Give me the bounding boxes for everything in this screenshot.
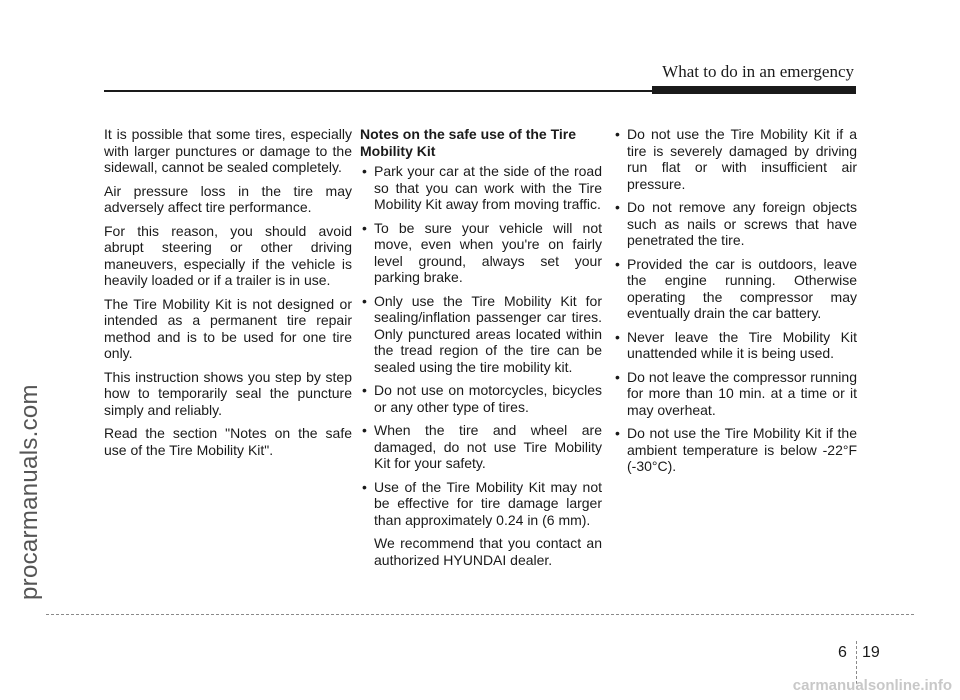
- paragraph: For this reason, you should avoid abrupt steering or other driving maneuvers, especially if the vehicle is heavily loaded or if a trailer is in use.: [104, 222, 352, 288]
- list-item: [613, 329, 857, 362]
- paragraph: It is possible that some tires, especially with larger punctures or damage to the sidewall, cannot be sealed completely.: [104, 126, 352, 175]
- side-watermark: procarmanuals.com: [16, 384, 43, 600]
- header-tab-bar: [652, 86, 856, 94]
- list-item-text: Never leave the Tire Mobility Kit unattended while it is being used.: [627, 328, 857, 361]
- list-item: [360, 382, 602, 415]
- footer-rule: [46, 614, 914, 615]
- paragraph: Read the section "Notes on the safe use of the Tire Mobility Kit".: [104, 425, 352, 458]
- list-item: [360, 293, 602, 376]
- list-item-text: Only use the Tire Mobility Kit for sealing/inflation passenger car tires. Only punctured areas located within the tread region of the tire can be sealed using the tire mobility kit.: [374, 292, 602, 375]
- list-item-text: To be sure your vehicle will not move, even when you're on fairly level ground, always set your parking brake.: [374, 219, 602, 285]
- list-item-text: Do not use on motorcycles, bicycles or any other type of tires.: [374, 382, 602, 415]
- page-header-title: What to do in an emergency: [662, 62, 854, 81]
- bottom-watermark: carmanualsonline.info: [792, 677, 952, 694]
- bullet-icon: •: [615, 328, 620, 345]
- bullet-icon: •: [362, 219, 367, 236]
- list-item: [613, 126, 857, 192]
- list-item-text: Park your car at the side of the road so that you can work with the Tire Mobility Kit away from moving traffic.: [374, 163, 602, 212]
- paragraph: Air pressure loss in the tire may adversely affect tire performance.: [104, 182, 352, 215]
- list-item-text: When the tire and wheel are damaged, do not use Tire Mobility Kit for your safety.: [374, 422, 602, 471]
- list-item: [360, 220, 602, 286]
- column-intro: [104, 126, 352, 465]
- bullet-list: [360, 163, 602, 528]
- list-item-text: Do not use the Tire Mobility Kit if a tire is severely damaged by driving run flat or with insufficient air pressure.: [627, 126, 857, 192]
- bullet-list: [613, 126, 857, 475]
- bullet-icon: •: [362, 292, 367, 309]
- column-more-notes: [613, 126, 857, 482]
- chapter-number: 6: [838, 644, 847, 661]
- list-item: [613, 256, 857, 322]
- bullet-icon: •: [615, 368, 620, 385]
- bullet-icon: •: [362, 422, 367, 438]
- dealer-recommendation: We recommend that you contact an authorized HYUNDAI dealer.: [374, 535, 602, 568]
- list-item: [613, 425, 857, 475]
- paragraph: This instruction shows you step by step how to temporarily seal the puncture simply and reliably.: [104, 368, 352, 418]
- list-item: [360, 479, 602, 529]
- column-safety-notes: [360, 126, 602, 575]
- bullet-icon: •: [615, 255, 620, 272]
- bullet-icon: •: [362, 163, 367, 179]
- list-item: [360, 422, 602, 472]
- list-item-text: Provided the car is outdoors, leave the engine running. Otherwise operating the compressor may eventually drain the car battery.: [627, 255, 857, 321]
- list-item: [360, 163, 602, 213]
- list-item-text: Use of the Tire Mobility Kit may not be effective for tire damage larger than approximately 0.24 in (6 mm).: [374, 478, 602, 528]
- list-item: [613, 199, 857, 249]
- bullet-icon: •: [615, 199, 620, 215]
- list-item-text: Do not leave the compressor running for more than 10 min. at a time or it may overheat.: [627, 368, 857, 418]
- page-number: 19: [862, 644, 880, 661]
- bullet-icon: •: [615, 126, 620, 142]
- section-heading: Notes on the safe use of the Tire Mobility Kit: [360, 126, 577, 159]
- paragraph: The Tire Mobility Kit is not designed or intended as a permanent tire repair method and is to be used for one tire only.: [104, 295, 352, 361]
- list-item: [613, 369, 857, 419]
- list-item-text: Do not remove any foreign objects such as nails or screws that have penetrated the tire.: [627, 199, 857, 248]
- list-item-text: Do not use the Tire Mobility Kit if the ambient temperature is below -22°F (-30°C).: [627, 425, 857, 474]
- bullet-icon: •: [362, 478, 367, 495]
- bullet-icon: •: [615, 425, 620, 441]
- bullet-icon: •: [362, 382, 367, 398]
